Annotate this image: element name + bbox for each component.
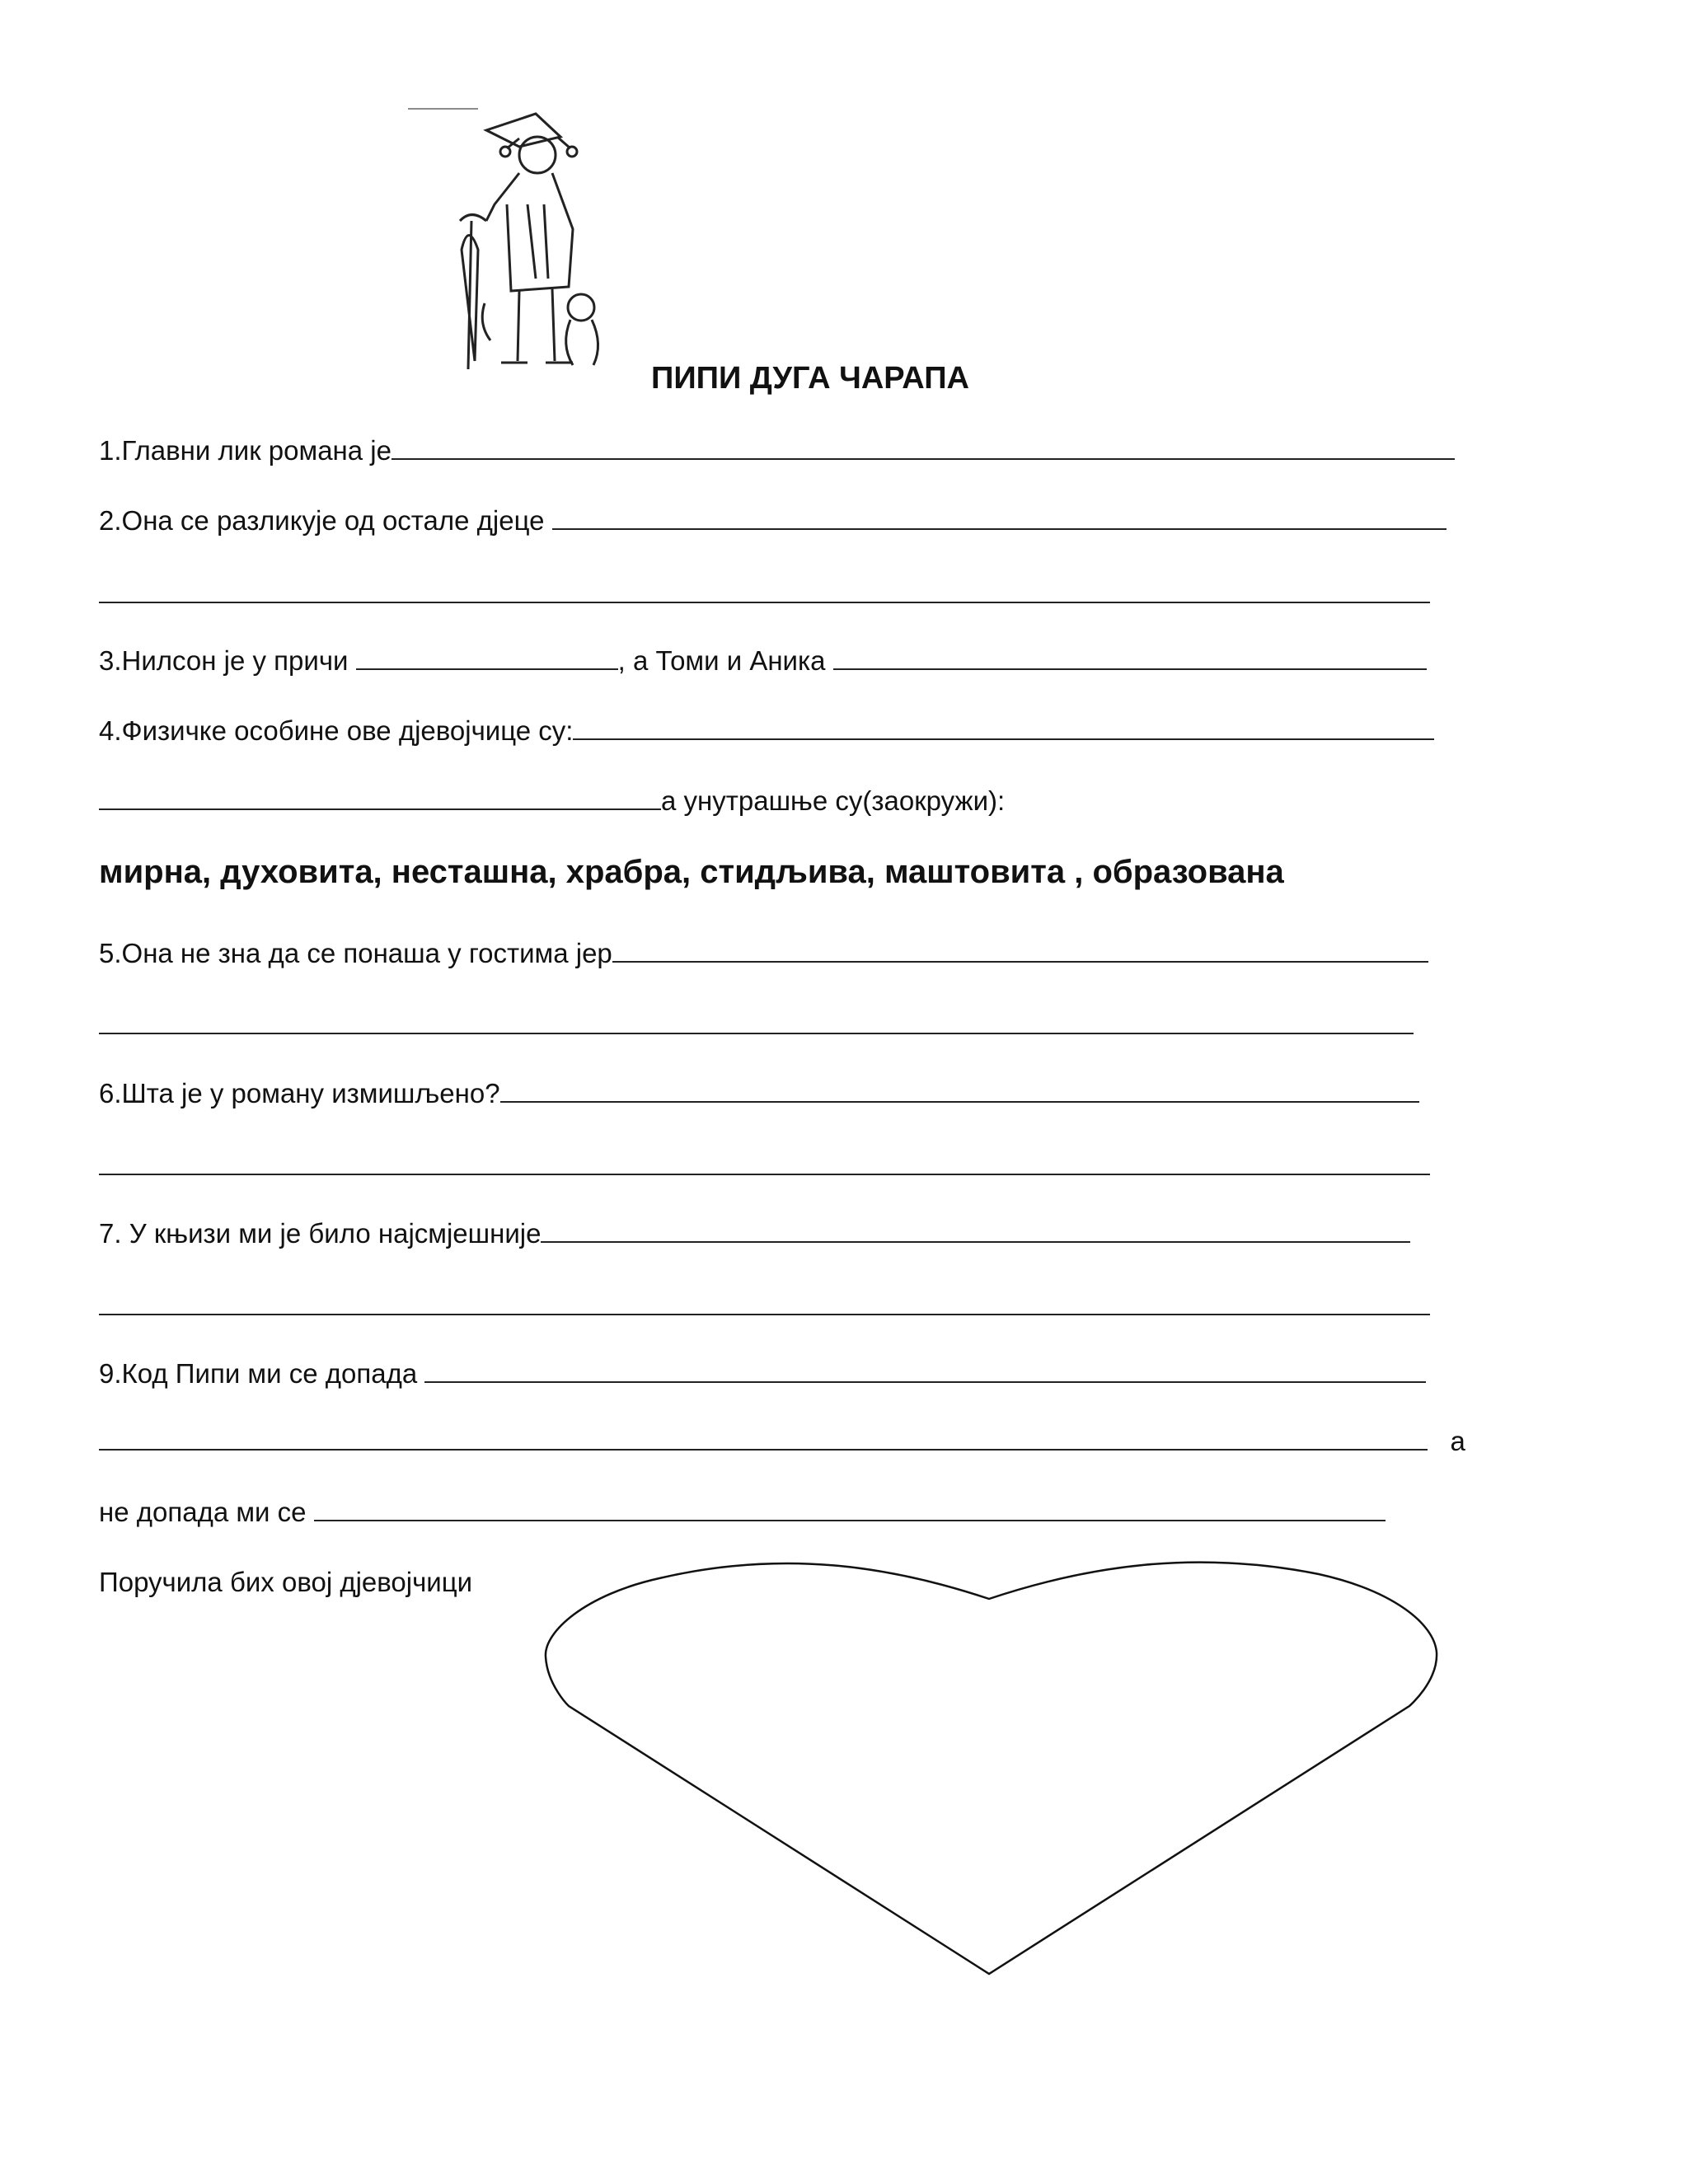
- question-6: [99, 1080, 1419, 1107]
- question-9-label: 9.Код Пипи ми се допада: [99, 1358, 418, 1389]
- question-4-continued-label: а унутрашње су(заокружи):: [661, 785, 1006, 816]
- trait-options[interactable]: мирна, духовита, несташна, храбра, стидљива, маштовита , образована: [99, 854, 1284, 890]
- question-3-label-b: , а Томи и Аника: [617, 645, 826, 676]
- question-7: [99, 1220, 1410, 1247]
- answer-line[interactable]: [552, 527, 1447, 530]
- question-4-label: 4.Физичке особине ове дјевојчице су:: [99, 715, 574, 746]
- question-9: [99, 1360, 1426, 1387]
- question-2: [99, 507, 1447, 534]
- question-4: [99, 717, 1434, 744]
- question-3-label: 3.Нилсон је у причи: [99, 645, 349, 676]
- answer-line[interactable]: [99, 1033, 1414, 1034]
- question-5: [99, 940, 1428, 967]
- answer-line[interactable]: [500, 1100, 1419, 1103]
- answer-line[interactable]: [99, 808, 661, 810]
- answer-line[interactable]: [314, 1519, 1386, 1521]
- question-3: [99, 647, 1427, 674]
- question-9-dislike-label: не допада ми се: [99, 1497, 307, 1527]
- page-title: ПИПИ ДУГА ЧАРАПА: [651, 361, 969, 396]
- question-4-continued: [99, 787, 1005, 814]
- question-1-label: 1.Главни лик романа је: [99, 435, 392, 466]
- answer-line[interactable]: [99, 1174, 1430, 1175]
- question-1: [99, 437, 1455, 464]
- answer-line[interactable]: [424, 1380, 1426, 1383]
- question-9-continued: [99, 1427, 1465, 1455]
- pippi-illustration: [396, 97, 618, 386]
- answer-line[interactable]: [573, 738, 1434, 740]
- answer-line[interactable]: [99, 1314, 1430, 1315]
- question-9-dislike: [99, 1498, 1386, 1526]
- answer-line[interactable]: [356, 668, 618, 670]
- question-2-label: 2.Она се разликује од остале дјеце: [99, 505, 545, 536]
- answer-line[interactable]: [541, 1240, 1410, 1243]
- question-6-label: 6.Шта је у роману измишљено?: [99, 1078, 500, 1108]
- answer-line[interactable]: [392, 457, 1455, 460]
- message-label: Поручила бих овој дјевојчици: [99, 1567, 473, 1597]
- question-5-label: 5.Она не зна да се понаша у гостима јер: [99, 938, 612, 968]
- heart-icon[interactable]: [536, 1549, 1442, 1978]
- answer-line[interactable]: [612, 960, 1428, 963]
- answer-line[interactable]: [99, 1448, 1428, 1451]
- answer-line[interactable]: [833, 668, 1427, 670]
- question-9-end: а: [1450, 1426, 1465, 1456]
- answer-line[interactable]: [99, 602, 1430, 603]
- question-7-label: 7. У књизи ми је било најсмјешније: [99, 1218, 542, 1249]
